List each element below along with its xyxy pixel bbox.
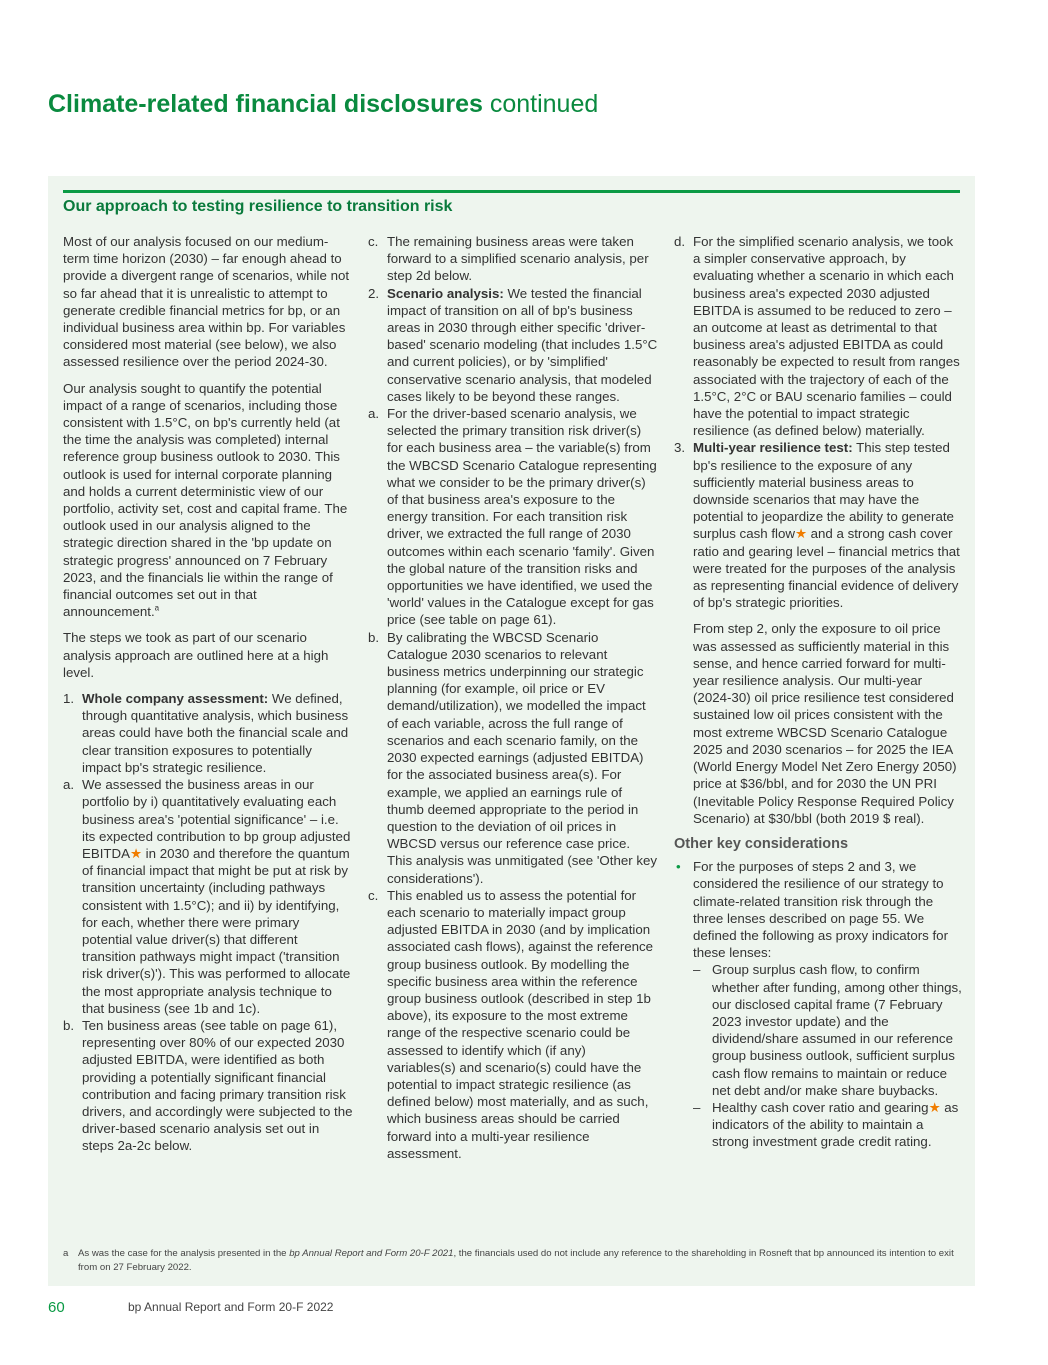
list-item-step-1c xyxy=(368,233,658,285)
panel-top-rule xyxy=(63,190,960,193)
dash-marker: – xyxy=(693,1099,701,1115)
list-marker: b. xyxy=(63,1017,75,1033)
step-1a-text-1: We assessed the business areas in our portfolio by i) quantitatively evaluating each business area's 'potential significance' – i.e. its expected contribution to bp group adjusted EBITDA xyxy=(82,777,351,861)
footnote-text-1: As was the case for the analysis presented in the xyxy=(78,1248,290,1259)
list-marker: a. xyxy=(368,406,380,422)
star-icon: ★ xyxy=(795,526,807,542)
list-marker: 3. xyxy=(674,440,686,456)
step-2a-text: For the driver-based scenario analysis, we selected the primary transition risk driver(s) for each business area – the variable(s) from the WBCSD Scenario Catalogue representing what we consider to be the primary driver(s) of that business area's exposure to the energy transition. For each transition risk driver, we extracted the full range of 2030 outcomes within each scenario 'family'. Given the global nature of the transition risks and opportunities we have identified, we used the 'world' values in the Catalogue except for gas price (see table on page 61). xyxy=(387,406,657,628)
paragraph-time-horizon: Most of our analysis focused on our medium-term time horizon (2030) – far enough ahead to provide a divergent range of scenarios, while not so far ahead that it is unrealistic to attempt to generate credible financial metrics for bp, or an individual business area within bp. For variables considered most material (see below), we also assessed resilience over the period 2024-30. xyxy=(63,234,350,370)
step-1c-text: The remaining business areas were taken forward to a simplified scenario analysis, per step 2d below. xyxy=(387,234,649,284)
list-item-step-2a xyxy=(368,405,658,629)
column-2 xyxy=(368,233,658,1162)
dash-item-cash-cover xyxy=(693,1099,964,1151)
subheading-other-considerations: Other key considerations xyxy=(674,835,849,852)
list-item-step-2 xyxy=(368,285,658,405)
paragraph-oil-price-test: From step 2, only the exposure to oil price was assessed as sufficiently material in this sense, and hence carried forward for multi-year resilience analysis. Our multi-year (2024-30) oil price resilience test considered sustained low oil prices consistent with the most extreme WBCSD Scenario Catalogue 2025 and 2030 scenarios – for 2025 the IEA (World Energy Model Net Zero Energy 2050) price at $36/bbl, and for 2030 the UN PRI (Inevitable Policy Response Required Policy Scenario) at $30/bbl (both 2019 $ real). xyxy=(693,621,957,826)
star-icon: ★ xyxy=(130,845,142,861)
page-number: 60 xyxy=(48,1299,65,1316)
step-2-title: Scenario analysis: xyxy=(387,285,504,301)
star-icon: ★ xyxy=(928,1099,941,1115)
page-title xyxy=(48,90,598,119)
footnote-report-title: bp Annual Report and Form 20-F 2021 xyxy=(289,1248,454,1259)
step-1a-text-2: in 2030 and therefore the quantum of financial impact that might be put at risk by transition uncertainty (including pathways consistent with 1.5°C); and ii) by identifying, for each, whether there were primary potential value driver(s) that different transition pathways might impact ('transition risk driver(s)'). This was performed to allocate the most appropriate analysis technique to that business (see 1b and 1c). xyxy=(82,845,351,1016)
list-marker: c. xyxy=(368,234,379,249)
column-1 xyxy=(63,233,353,1155)
step-3-title: Multi-year resilience test: xyxy=(693,440,853,456)
list-marker: d. xyxy=(674,234,686,249)
list-marker: c. xyxy=(368,887,379,903)
list-item-step-3 xyxy=(674,439,964,611)
dash-marker: – xyxy=(693,962,701,978)
step-2d-text: For the simplified scenario analysis, we took a simpler conservative approach, by evaluating whether a scenario in which each business area's expected 2030 adjusted EBITDA is assumed to be reduced to zero – an outcome at least as detrimental to that business area's adjusted EBITDA as could reasonably be expected to result from ranges associated with the trajectory of each of the 1.5°C, 2°C or BAU scenario families – could have the potential to impact strategic resilience (as defined below) materially. xyxy=(693,234,960,439)
list-item-step-1a xyxy=(63,776,353,1017)
step-1-title: Whole company assessment: xyxy=(82,691,269,707)
step-3-text-1: This step tested bp's resilience to the exposure of any sufficiently material business areas to downside scenarios that may have the potential to jeopardize the ability to generate surplus cash flow xyxy=(693,440,954,542)
list-marker: 2. xyxy=(368,285,380,301)
bullet-marker: • xyxy=(676,859,681,875)
step-3-text-2: and a strong cash cover ratio and gearing level – financial metrics that were treated for the purposes of the analysis as representing financial evidence of delivery of bp's strategic priorities. xyxy=(693,526,960,611)
footnote xyxy=(63,1247,963,1274)
list-item-step-2d xyxy=(674,233,964,439)
column-3 xyxy=(674,233,964,1151)
footnote-text-2: , the financials used do not include any reference to the shareholding in Rosneft that bp announced its intention to exit from on 27 February 2022. xyxy=(78,1248,954,1273)
list-item-step-1 xyxy=(63,690,353,776)
dash-1-text: Group surplus cash flow, to confirm whether after funding, among other things, our disclosed capital frame (7 February 2023 investor update) and the dividend/share assumed in our reference group business outlook, sufficient surplus cash flow remains to maintain or reduce net debt and/or make share buybacks. xyxy=(712,962,962,1098)
list-item-step-2c xyxy=(368,887,658,1162)
footnote-ref-a[interactable]: a xyxy=(154,603,160,613)
step-2c-text: This enabled us to assess the potential for each scenario to materially impact group adjusted EBITDA in 2030 (and by implication associated cash flows), against the reference group business outlook. By modelling the specific business area within the reference group business outlook (described in step 1b above), its exposure to the most extreme range of the respective scenario could be assessed to identify which (if any) variables(s) and scenario(s) could have the potential to impact strategic resilience (as defined below) most materially, and as such, which business areas should be carried forward into a multi-year resilience assessment. xyxy=(387,887,654,1161)
list-marker: a. xyxy=(63,777,75,793)
step-2-text: We tested the financial impact of transition on all of bp's business areas in 2030 through either specific 'driver-based' scenario modeling (that includes 1.5°C and current policies), or by 'simplified' conservative scenario analysis, that modeled cases likely to be beyond these ranges. xyxy=(387,285,658,404)
resilience-panel xyxy=(48,176,975,1286)
paragraph-quantify-impact xyxy=(63,380,353,621)
list-marker: b. xyxy=(368,629,380,645)
step-1b-text: Ten business areas (see table on page 61), representing over 80% of our expected 2030 adjusted EBITDA, were identified as both providing a potentially significant financial contribution and facing primary transition risk drivers, and accordingly were subjected to the driver-based scenario analysis set out in steps 2a-2c below. xyxy=(82,1017,353,1154)
dash-item-surplus-cash-flow xyxy=(693,961,964,1099)
page-title-continued: continued xyxy=(489,90,599,118)
bullet-item-proxy-indicators xyxy=(674,858,964,961)
page-title-bold: Climate-related financial disclosures xyxy=(48,90,483,118)
step-2b-text: By calibrating the WBCSD Scenario Catalogue 2030 scenarios to relevant business metrics underpinning our strategic planning (for example, oil price or EV demand/utilization), we modelled the impact of each variable, across the full range of scenarios and each scenario family, on the 2030 expected earnings (adjusted EBITDA) for the associated business area(s). For example, we applied an earnings rule of thumb deemed appropriate to the period in question to the deviation of oil prices in WBCSD versus our reference case price. This analysis was unmitigated (see 'Other key considerations'). xyxy=(387,629,658,886)
footnote-marker: a xyxy=(63,1248,69,1259)
list-item-step-1b xyxy=(63,1017,353,1155)
list-item-step-2b xyxy=(368,629,658,887)
list-marker: 1. xyxy=(63,691,75,707)
paragraph-quantify-text: Our analysis sought to quantify the potential impact of a range of scenarios, including those consistent with 1.5°C, on bp's currently held (at the time the analysis was completed) internal reference group business outlook to 2030. This outlook is used for internal corporate planning and holds a current deterministic view of our portfolio, activity set, cost and capital frame. The outlook used in our analysis aligned to the strategic direction shared in the 'bp update on strategic progress' announced on 7 February 2023, and the financials lie within the range of financial outcomes set out in that announcement. xyxy=(63,380,348,620)
footnote-text xyxy=(63,1247,963,1274)
paragraph-steps-intro: The steps we took as part of our scenario analysis approach are outlined here at a high level. xyxy=(63,630,329,680)
report-name: bp Annual Report and Form 20-F 2022 xyxy=(128,1300,334,1314)
step-1-text: We defined, through quantitative analysis, which business areas could have both the financial scale and clear transition exposures to potentially impact bp's strategic resilience. xyxy=(82,691,349,775)
panel-heading: Our approach to testing resilience to transition risk xyxy=(63,198,453,215)
bullet-text: For the purposes of steps 2 and 3, we considered the resilience of our strategy to climate-related transition risk through the three lenses described on page 55. We defined the following as proxy indicators for these lenses: xyxy=(693,859,948,961)
dash-2-text-2: as indicators of the ability to maintain a strong investment grade credit rating. xyxy=(712,1099,959,1150)
dash-2-text-1: Healthy cash cover ratio and gearing xyxy=(712,1099,929,1115)
